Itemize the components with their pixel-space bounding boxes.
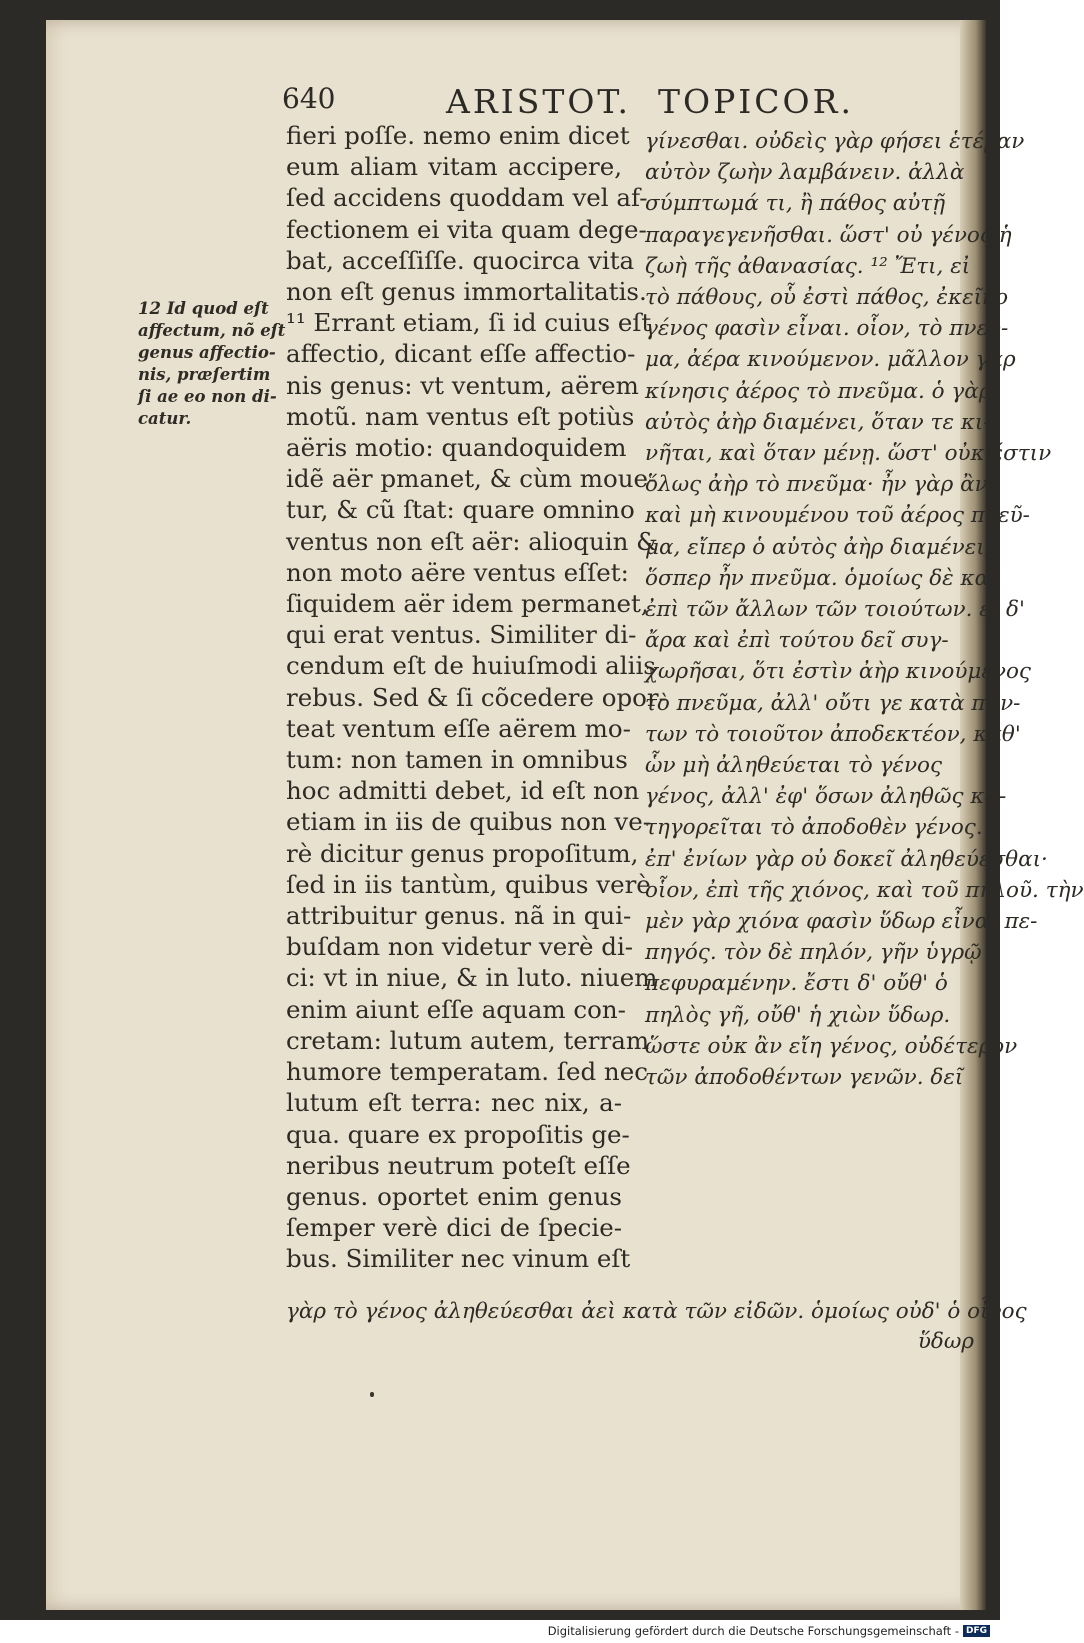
- greek-line: μα, εἴπερ ὁ αὐτὸς ἀὴρ διαμένει,: [645, 534, 992, 560]
- ink-spot: [370, 1392, 374, 1397]
- greek-line: κίνησις ἀέρος τὸ πνεῦμα. ὁ γὰρ: [645, 378, 992, 404]
- catchword: ὕδωρ: [917, 1329, 974, 1354]
- latin-line: qui erat ventus. Similiter di-: [286, 620, 637, 650]
- greek-line: μα, ἀέρα κινούμενον. μᾶλλον γὰρ: [645, 347, 1016, 373]
- footer-text: Digitalisierung gefördert durch die Deutsche Forschungsgemeinschaft -: [547, 1624, 959, 1638]
- latin-line: etiam in iis de quibus non ve-: [286, 807, 652, 837]
- greek-line: ἐπὶ τῶν ἄλλων τῶν τοιούτων. εἰ δ': [645, 597, 1025, 623]
- latin-line: eum aliam vitam accipere,: [286, 152, 622, 182]
- greek-line: τὸ πάθους, οὗ ἐστὶ πάθος, ἐκεῖνο: [645, 285, 1009, 311]
- bottom-greek-line: γὰρ τὸ γένος ἀληθεύεσθαι ἀεὶ κατὰ τῶν εἰδῶν. ὁμοίως οὐδ' ὁ οἶνος: [286, 1299, 1027, 1324]
- latin-line: cretam: lutum autem, terram: [286, 1025, 650, 1055]
- latin-line: nis genus: vt ventum, aërem: [286, 370, 639, 400]
- greek-line: ἐπ' ἐνίων γὰρ οὐ δοκεῖ ἀληθεύεσθαι·: [645, 846, 1048, 872]
- latin-line: bat, acceſſiſſe. quocirca vita: [286, 245, 635, 275]
- latin-line: ſed accidens quoddam vel af-: [286, 183, 648, 213]
- latin-line: teat ventum eſſe aërem mo-: [286, 713, 631, 743]
- latin-line: ventus non eſt aër: alioquin &: [286, 526, 658, 556]
- latin-line: fectionem ei vita quam dege-: [286, 214, 647, 244]
- latin-line: rè dicitur genus propoſitum,: [286, 838, 639, 868]
- latin-line: non moto aëre ventus eſſet:: [286, 557, 629, 587]
- greek-column: [645, 126, 1084, 1093]
- margin-note-line: catur.: [138, 409, 192, 428]
- latin-line: non eſt genus immortalitatis.: [286, 277, 647, 307]
- greek-line: χωρῆσαι, ὅτι ἐστὶν ἀὴρ κινούμενος: [645, 659, 1031, 685]
- latin-line: tum: non tamen in omnibus: [286, 745, 628, 775]
- latin-line: ſiquidem aër idem permanet,: [286, 589, 649, 619]
- running-header: [282, 82, 862, 122]
- greek-line: γένος φασὶν εἶναι. οἷον, τὸ πνεῦ-: [645, 316, 1009, 342]
- latin-line: ¹¹ Errant etiam, ſi id cuius eſt: [286, 308, 652, 338]
- latin-line: buſdam non videtur verè di-: [286, 932, 634, 962]
- greek-line: ὅσπερ ἦν πνεῦμα. ὁμοίως δὲ καὶ: [645, 565, 998, 591]
- greek-line: τηγορεῖται τὸ ἀποδοθὲν γένος.: [645, 815, 983, 841]
- greek-line: ζωὴ τῆς ἀθανασίας. ¹² Ἔτι, εἰ: [645, 253, 971, 279]
- dfg-logo: DFG: [963, 1625, 990, 1637]
- latin-line: neribus neutrum poteſt eſſe: [286, 1150, 631, 1180]
- latin-line: enim aiunt eſſe aquam con-: [286, 994, 626, 1024]
- latin-line: ci: vt in niue, & in luto. niuem: [286, 963, 658, 993]
- latin-line: ſed in iis tantùm, quibus verè: [286, 869, 651, 899]
- greek-line: γένος, ἀλλ' ἐφ' ὅσων ἀληθῶς κα-: [645, 784, 1007, 810]
- latin-line: bus. Similiter nec vinum eſt: [286, 1244, 631, 1274]
- latin-line: fieri poſſe. nemo enim dicet: [286, 121, 630, 150]
- greek-line: σύμπτωμά τι, ἢ πάθος αὐτῇ: [645, 191, 946, 217]
- latin-line: humore temperatam. ſed nec: [286, 1057, 648, 1087]
- greek-line: αὐτὸς ἀὴρ διαμένει, ὅταν τε κι-: [645, 409, 991, 435]
- greek-line: πηγός. τὸν δὲ πηλόν, γῆν ὑγρῷ: [645, 940, 982, 966]
- latin-line: lutum eſt terra: nec nix, a-: [286, 1088, 622, 1118]
- greek-line: ὅλως ἀὴρ τὸ πνεῦμα· ἦν γὰρ ἂν: [645, 472, 988, 498]
- latin-line: affectio, dicant eſſe affectio-: [286, 339, 636, 369]
- header-right-title: TOPICOR.: [658, 82, 854, 121]
- greek-line: ἄρα καὶ ἐπὶ τούτου δεῖ συγ-: [645, 628, 949, 654]
- latin-line: attribuitur genus. nã in qui-: [286, 901, 632, 931]
- latin-line: hoc admitti debet, id eſt non: [286, 776, 640, 806]
- margin-note: [138, 298, 286, 430]
- bottom-greek-text: [286, 1297, 1027, 1357]
- greek-line: μὲν γὰρ χιόνα φασὶν ὕδωρ εἶναι πε-: [645, 909, 1038, 935]
- greek-line: τὸ πνεῦμα, ἀλλ' οὔτι γε κατὰ πάν-: [645, 690, 1021, 716]
- latin-line: tur, & cũ ſtat: quare omnino: [286, 495, 635, 525]
- margin-note-line: ſi ae eo non di-: [138, 387, 277, 406]
- latin-line: cendum eſt de huiuſmodi aliis: [286, 651, 656, 681]
- margin-note-line: genus affectio-: [138, 343, 276, 362]
- greek-line: ὧν μὴ ἀληθεύεται τὸ γένος: [645, 753, 943, 779]
- latin-line: genus. oportet enim genus: [286, 1181, 622, 1211]
- margin-note-line: affectum, nõ eſt: [138, 321, 286, 340]
- greek-line: πηλὸς γῆ, οὔθ' ἡ χιὼν ὕδωρ.: [645, 1002, 951, 1028]
- page-number: 640: [282, 82, 336, 115]
- greek-line: καὶ μὴ κινουμένου τοῦ ἀέρος πνεῦ-: [645, 503, 1030, 529]
- greek-line: τῶν ἀποδοθέντων γενῶν. δεῖ: [645, 1065, 964, 1091]
- greek-line: αὐτὸν ζωὴν λαμβάνειν. ἀλλὰ: [645, 160, 965, 186]
- greek-line: γίνεσθαι. οὐδεὶς γὰρ φήσει ἑτέραν: [645, 129, 1025, 154]
- latin-line: aëris motio: quandoquidem: [286, 433, 627, 463]
- header-left-title: ARISTOT.: [446, 82, 632, 121]
- margin-note-line: 12 Id quod eſt: [138, 299, 269, 318]
- greek-line: των τὸ τοιοῦτον ἀποδεκτέον, καθ': [645, 721, 1021, 747]
- greek-line: πεφυραμένην. ἔστι δ' οὔθ' ὁ: [645, 971, 948, 997]
- latin-line: motũ. nam ventus eſt potiùs: [286, 401, 635, 431]
- digitization-footer: [548, 1624, 990, 1638]
- margin-note-line: nis, præſertim: [138, 365, 271, 384]
- greek-line: ὥστε οὐκ ἂν εἴη γένος, οὐδέτερον: [645, 1033, 1018, 1059]
- latin-line: qua. quare ex propoſitis ge-: [286, 1119, 630, 1149]
- greek-line: παραγεγενῆσθαι. ὥστ' οὐ γένος ἡ: [645, 222, 1012, 248]
- greek-line: οἷον, ἐπὶ τῆς χιόνος, καὶ τοῦ πηλοῦ. τὴν: [645, 877, 1084, 903]
- latin-line: ſemper verè dici de ſpecie-: [286, 1213, 622, 1243]
- latin-line: idẽ aër pmanet, & cùm moue-: [286, 464, 657, 494]
- latin-column: [286, 120, 667, 1275]
- latin-line: rebus. Sed & ſi cõcedere opor-: [286, 682, 667, 712]
- greek-line: νῆται, καὶ ὅταν μένῃ. ὥστ' οὐκ ἔστιν: [645, 441, 1052, 467]
